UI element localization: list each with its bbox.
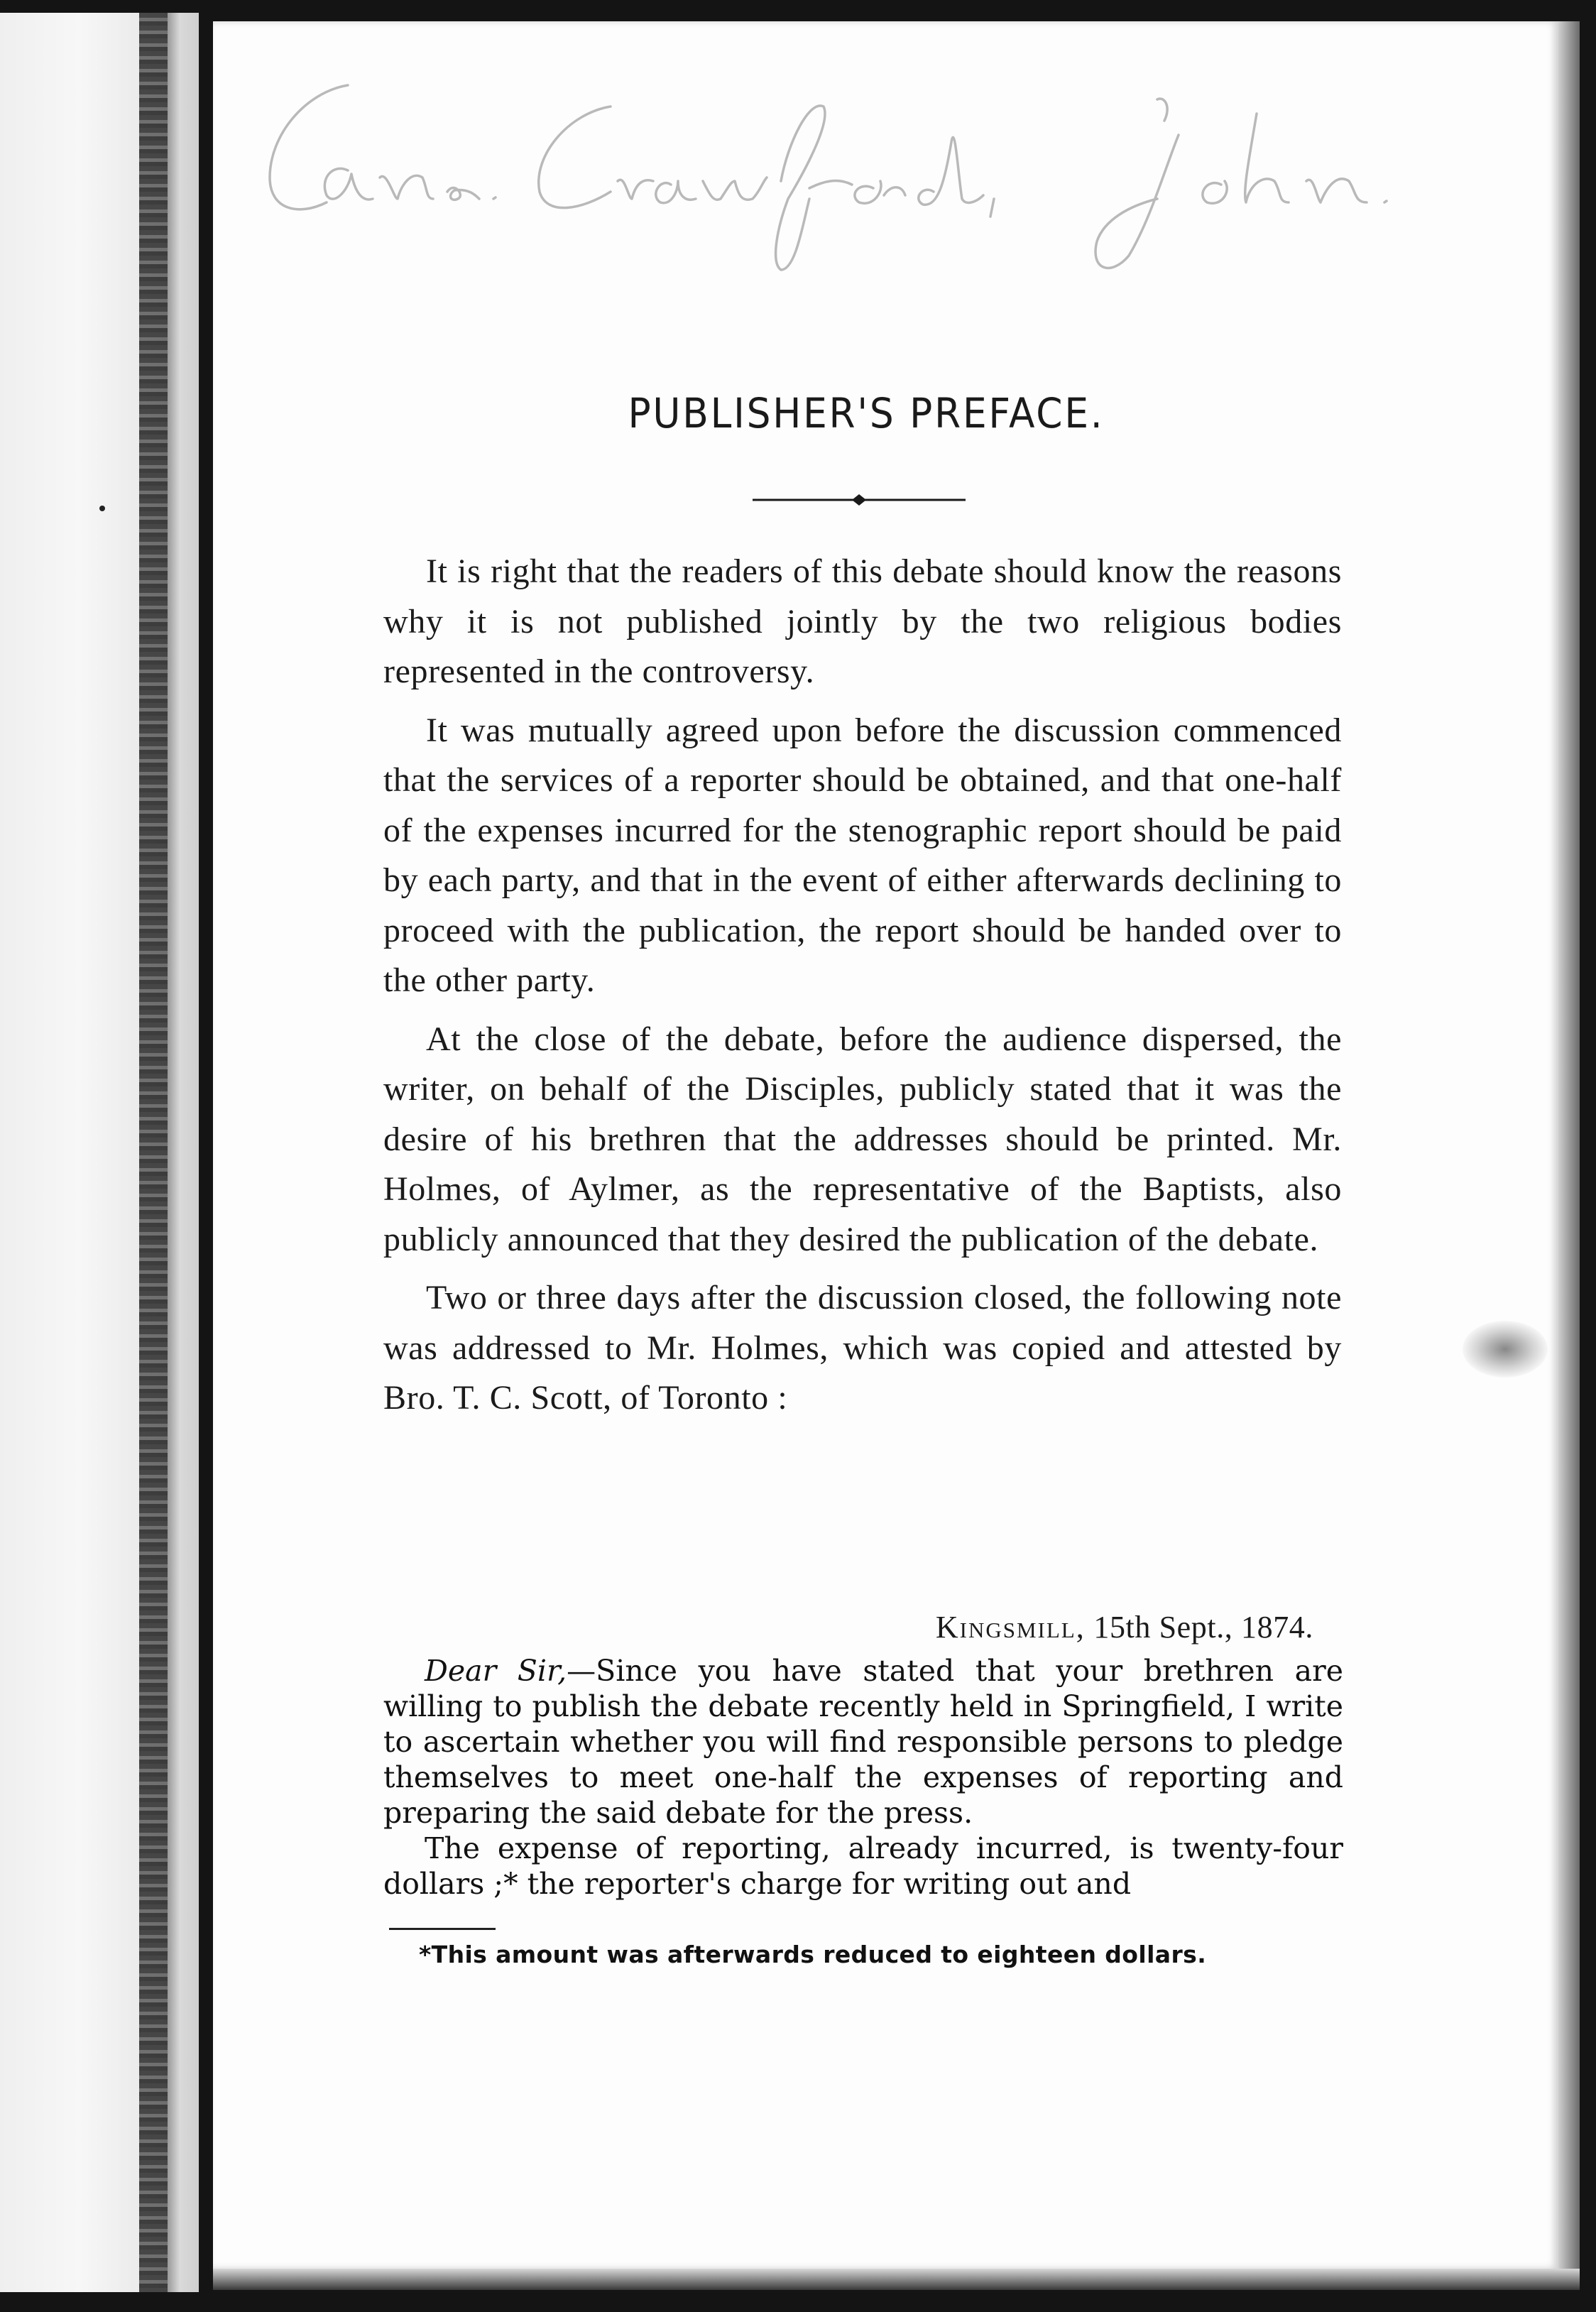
letter-dateline [383, 1609, 1313, 1645]
letter-text: —Since you have stated that your brethren are willing to publish the debate recently held in Springfield, I write to ascertain whether you will find responsible persons to pledge themselves to meet one-half the expenses of reporting and preparing the said debate for the press. [383, 1654, 1343, 1830]
title-ornament-rule [753, 491, 966, 508]
page-smudge [1463, 1321, 1548, 1378]
dateline-date: 15th Sept., 1874. [1085, 1610, 1313, 1645]
page-right-edge [1558, 21, 1580, 2269]
paragraph: It was mutually agreed upon before the discussion commenced that the services of a reporter should be obtained, and that one-half of the expenses incurred for the stenographic report should be paid by each party, and that in the event of either afterwards declining to proceed with the publication, the report should be handed over to the other party. [383, 711, 1342, 999]
letter-salutation: Dear Sir, [425, 1654, 567, 1688]
footnote: *This amount was afterwards reduced to eighteen dollars. [419, 1941, 1207, 1968]
page-title: PUBLISHER'S PREFACE. [628, 389, 1105, 437]
binding-edge [168, 13, 180, 2292]
handwritten-signature [241, 57, 1519, 291]
quoted-letter [383, 1653, 1343, 1902]
page-bottom-edge [213, 2269, 1580, 2290]
paragraph: At the close of the debate, before the audience dispersed, the writer, on behalf of the Disciples, publicly stated that it was the desire of his brethren that the addresses should be printed. Mr. Holmes, of Aylmer, as the representative of the Baptists, also publicly announced that they desired the publication of the debate. [383, 1020, 1342, 1258]
paragraph: Two or three days after the discussion closed, the following note was addressed to Mr. Holmes, which was copied and attested by Bro. T. C. Scott, of Toronto : [383, 1279, 1342, 1417]
ink-speck [99, 506, 105, 511]
letter-paragraph [383, 1653, 1343, 1831]
paragraph: It is right that the readers of this debate should know the reasons why it is not published jointly by the two religious bodies represented in the controversy. [383, 552, 1342, 690]
letter-paragraph: The expense of reporting, already incurred, is twenty-four dollars ;* the reporter's charge for writing out and [383, 1831, 1343, 1901]
footnote-rule [389, 1928, 496, 1930]
dateline-place: Kingsmill, [935, 1610, 1086, 1645]
preface-body [383, 547, 1342, 1432]
